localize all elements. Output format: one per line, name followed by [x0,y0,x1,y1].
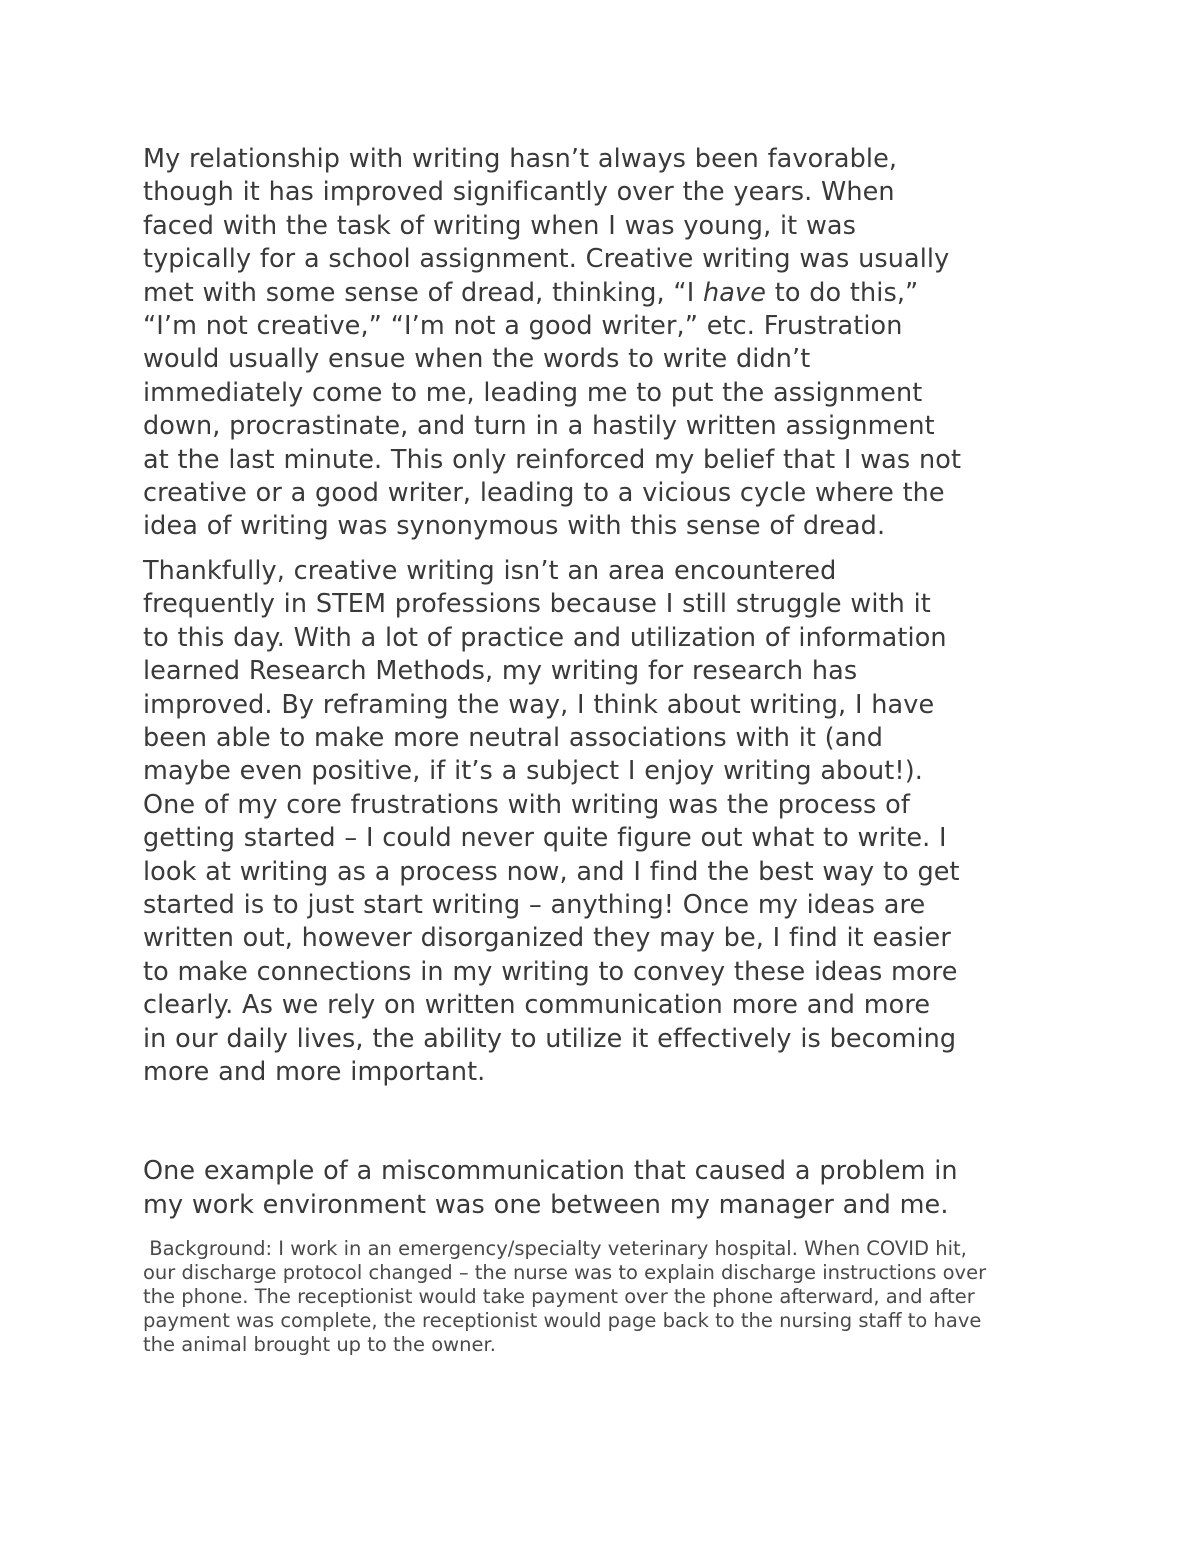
document-page [143,143,1073,1357]
text-line: My relationship with writing hasn’t always been favorable, [143,144,898,174]
text-line: Background: I work in an emergency/specialty veterinary hospital. When COVID hit, [143,1237,967,1261]
text-line: at the last minute. This only reinforced my belief that I was not [143,444,962,475]
text-line: typically for a school assignment. Creative writing was usually [143,244,950,275]
text-line: creative or a good writer, leading to a vicious cycle where the [143,478,945,509]
text-line: down, procrastinate, and turn in a hastily written assignment [143,411,935,442]
text-line: immediately come to me, leading me to put the assignment [143,377,923,408]
paragraph-stem-writing [143,555,1073,1090]
text-line: more and more important. [143,1056,486,1087]
paragraph-miscommunication-example [143,1155,1073,1222]
paragraph-spacer [143,1089,1073,1155]
text-line: idea of writing was synonymous with this sense of dread. [143,511,886,542]
text-line: clearly. As we rely on written communication more and more [143,990,931,1021]
text-segment: met with some sense of dread, thinking, “I [143,277,704,308]
text-line: getting started – I could never quite figure out what to write. I [143,823,947,854]
text-line: in our daily lives, the ability to utilize it effectively is becoming [143,1023,957,1054]
text-line: maybe even positive, if it’s a subject I enjoy writing about!). [143,756,923,787]
paragraph-background [143,1237,1073,1357]
text-line: written out, however disorganized they may be, I find it easier [143,923,951,954]
text-line: my work environment was one between my manager and me. [143,1189,949,1220]
text-line [143,277,1073,310]
text-line: faced with the task of writing when I was young, it was [143,210,857,241]
text-line: started is to just start writing – anything! Once my ideas are [143,889,926,920]
text-line: would usually ensue when the words to write didn’t [143,344,811,375]
text-line: to this day. With a lot of practice and utilization of information [143,622,947,653]
text-line: improved. By reframing the way, I think about writing, I have [143,689,935,720]
text-line: Thankfully, creative writing isn’t an area encountered [143,555,837,586]
text-line: One of my core frustrations with writing was the process of [143,789,910,820]
text-line: payment was complete, the receptionist would page back to the nursing staff to have [143,1309,982,1333]
italic-emphasis: have [703,277,767,308]
paragraph-writing-relationship [143,143,1073,544]
text-line: been able to make more neutral associations with it (and [143,722,883,753]
text-line: learned Research Methods, my writing for research has [143,656,858,687]
text-segment: to do this,” [766,277,919,308]
text-line: the phone. The receptionist would take payment over the phone afterward, and after [143,1285,975,1309]
text-line: our discharge protocol changed – the nurse was to explain discharge instructions over [143,1261,987,1285]
text-line: look at writing as a process now, and I find the best way to get [143,856,960,887]
text-line: the animal brought up to the owner. [143,1333,496,1357]
text-line: One example of a miscommunication that caused a problem in [143,1156,958,1187]
text-line: though it has improved significantly over the years. When [143,177,895,208]
text-line: “I’m not creative,” “I’m not a good writer,” etc. Frustration [143,311,903,342]
text-line: frequently in STEM professions because I still struggle with it [143,589,931,620]
text-line: to make connections in my writing to convey these ideas more [143,956,958,987]
